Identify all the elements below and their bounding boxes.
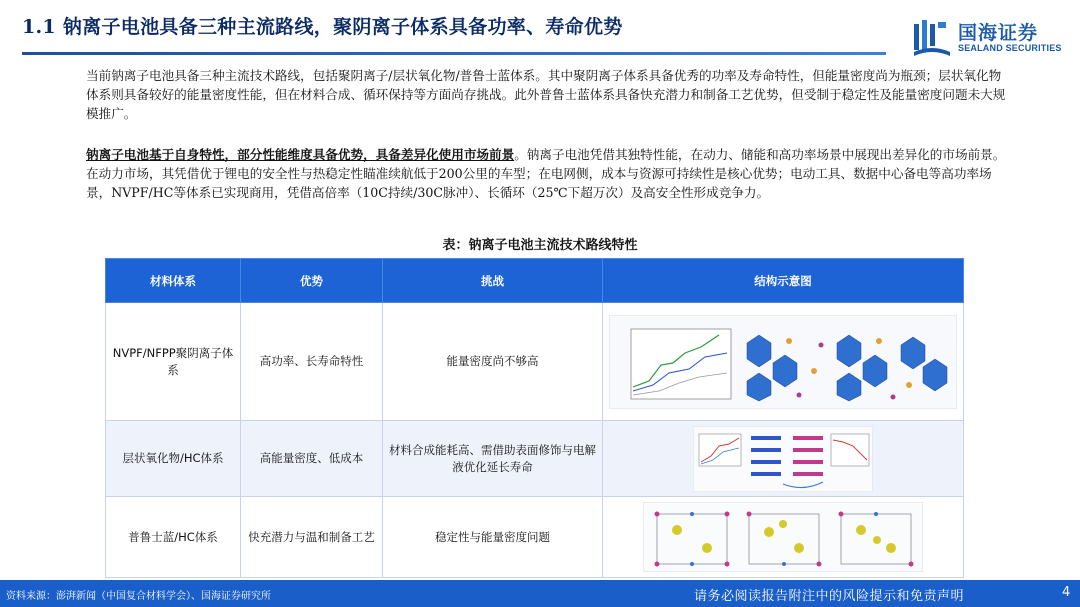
cell-system: 层状氧化物/HC体系: [106, 421, 241, 497]
intro-paragraph: 当前钠离子电池具备三种主流技术路线，包括聚阴离子/层状氧化物/普鲁士蓝体系。其中聚阴离子体系具备优秀的功率及寿命特性，但能量密度尚为瓶颈；层状氧化物体系则具备较好的能量密度性能，但在材料合成、循环保持等方面尚存挑战。此外普鲁士蓝体系具备快充潜力和制备工艺优势，但受制于稳定性及能量密度问题未大规模推广。: [86, 68, 1006, 121]
tech-route-table: [105, 258, 964, 578]
footer-disclaimer: 请务必阅读报告附注中的风险提示和免责声明: [694, 589, 965, 604]
cell-advantage: 高能量密度、低成本: [241, 421, 383, 497]
prussian-blue-structure-figure: [643, 502, 923, 572]
cell-advantage: 高功率、长寿命特性: [241, 303, 383, 421]
header-challenge: 挑战: [383, 259, 603, 303]
table-row: [106, 497, 964, 578]
table-title: 表：钠离子电池主流技术路线特性: [442, 238, 638, 253]
cell-challenge: 稳定性与能量密度问题: [383, 497, 603, 578]
layered-oxide-structure-figure: [693, 426, 873, 492]
cell-system: 普鲁士蓝/HC体系: [106, 497, 241, 578]
cell-figure: [603, 497, 964, 578]
table-row: [106, 421, 964, 497]
brand-logo: [912, 18, 1072, 58]
page-title: 1.1 钠离子电池具备三种主流路线，聚阴离子体系具备功率、寿命优势: [22, 16, 623, 38]
footer-source: 资料来源：澎湃新闻（中国复合材料学会）、国海证券研究所: [6, 591, 271, 602]
table-header-row: [106, 259, 964, 303]
market-paragraph-body: 。钠离子电池凭借其独特性能，在动力、储能和高功率场景中展现出差异化的市场前景。在动力市场，其凭借优于锂电的安全性与热稳定性瞄准续航低于200公里的车型；在电网侧，成本与资源可持续性是核心优势；电动工具、数据中心备电等高功率场景，NVPF/HC等体系已实现商用，凭借高倍率（10C持续/30C脉冲）、长循环（25℃下超万次）及高安全性形成竞争力。: [86, 147, 1006, 200]
header-material: 材料体系: [106, 259, 241, 303]
cell-challenge: 材料合成能耗高、需借助表面修饰与电解液优化延长寿命: [383, 421, 603, 497]
market-paragraph: [86, 145, 1006, 202]
brand-name-cn: 国海证券: [958, 22, 1039, 44]
market-paragraph-lead: 钠离子电池基于自身特性，部分性能维度具备优势，具备差异化使用市场前景: [86, 147, 515, 162]
title-underline: [22, 52, 886, 55]
table-row: [106, 303, 964, 421]
cell-figure: [603, 303, 964, 421]
brand-name-en: SEALAND SECURITIES: [958, 43, 1062, 53]
cell-system: NVPF/NFPP聚阴离子体系: [106, 303, 241, 421]
sealand-logo-icon: [912, 18, 952, 58]
cell-figure: [603, 421, 964, 497]
header-structure: 结构示意图: [603, 259, 964, 303]
header-advantage: 优势: [241, 259, 383, 303]
footer-bar: [0, 580, 1080, 607]
cell-advantage: 快充潜力与温和制备工艺: [241, 497, 383, 578]
cell-challenge: 能量密度尚不够高: [383, 303, 603, 421]
polyanion-structure-figure: [609, 315, 957, 409]
page-number: 4: [1062, 585, 1071, 600]
